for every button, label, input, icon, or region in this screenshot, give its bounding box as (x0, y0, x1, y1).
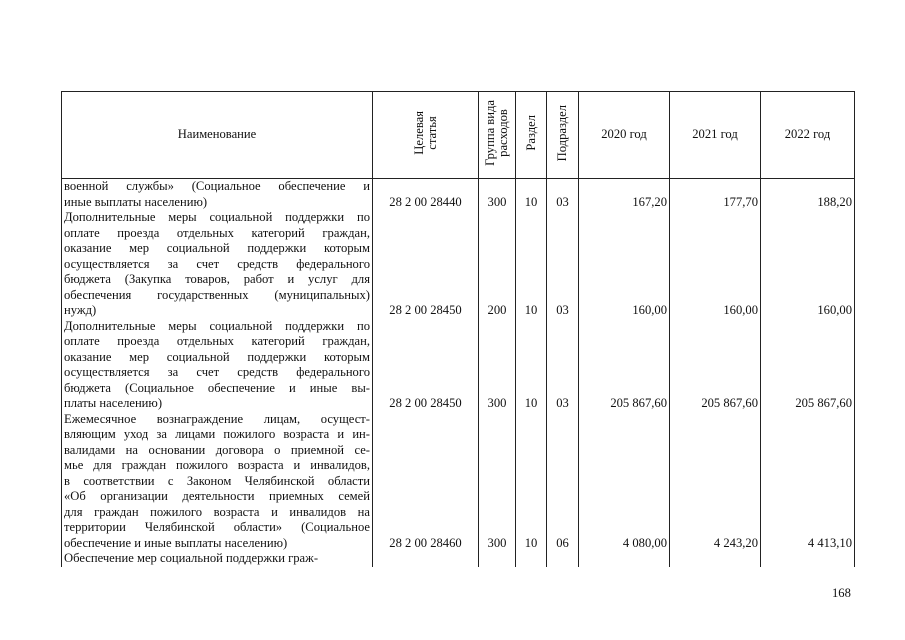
subsection-cell: 03 (547, 179, 579, 211)
header-expense-group: Группа вида расходов (479, 92, 516, 179)
expense-group-cell: 200 (479, 210, 516, 319)
description-line: военной службы» (Социальное обеспечение и (64, 179, 370, 193)
value-2022-cell (761, 551, 855, 567)
value-2020-cell: 160,00 (579, 210, 670, 319)
value-2021-cell: 205 867,60 (670, 319, 761, 412)
value-2021-cell: 177,70 (670, 179, 761, 211)
target-article-cell: 28 2 00 28440 (373, 179, 479, 211)
value-2020-cell: 4 080,00 (579, 412, 670, 552)
table-row (62, 210, 855, 319)
header-target-article: Целевая статья (373, 92, 479, 179)
description-line: оказание мер социальной поддержки которым (64, 241, 370, 255)
description-line: в соответствии с Законом Челябинской области (64, 473, 370, 488)
value-2021-cell: 160,00 (670, 210, 761, 319)
description-line: Ежемесячное вознаграждение лицам, осущест- (64, 411, 370, 426)
description-cell (62, 551, 373, 567)
description-cell (62, 412, 373, 552)
expense-group-cell: 300 (479, 319, 516, 412)
subsection-cell: 03 (547, 319, 579, 412)
target-article-cell: 28 2 00 28450 (373, 210, 479, 319)
description-line: валидами на основании договора о приемной се- (64, 442, 370, 457)
section-cell: 10 (516, 179, 547, 211)
header-year-2021: 2021 год (670, 92, 761, 179)
subsection-cell (547, 551, 579, 567)
description-line: иные выплаты населению) (64, 194, 208, 209)
description-line: мье для граждан пожилого возраста и инвалидов, (64, 458, 370, 472)
description-line: нужд) (64, 303, 97, 317)
description-line: оплате проезда отдельных категорий граждан, (64, 225, 370, 240)
expense-group-cell: 300 (479, 412, 516, 552)
description-line: бюджета (Социальное обеспечение и иные вы- (64, 380, 370, 395)
description-line: оказание мер социальной поддержки которым (64, 349, 370, 364)
value-2020-cell (579, 551, 670, 567)
subsection-cell: 06 (547, 412, 579, 552)
section-cell (516, 551, 547, 567)
value-2022-cell: 160,00 (761, 210, 855, 319)
description-line: обеспечения государственных (муниципальных) (64, 287, 370, 302)
expense-group-cell (479, 551, 516, 567)
section-cell: 10 (516, 210, 547, 319)
target-article-cell: 28 2 00 28450 (373, 319, 479, 412)
value-2021-cell: 4 243,20 (670, 412, 761, 552)
description-line: «Об организации деятельности приемных семей (64, 489, 370, 503)
subsection-cell: 03 (547, 210, 579, 319)
value-2020-cell: 167,20 (579, 179, 670, 211)
table-row (62, 319, 855, 412)
description-cell (62, 319, 373, 412)
description-line: Обеспечение мер социальной поддержки граж- (64, 551, 319, 565)
description-cell (62, 210, 373, 319)
target-article-cell: 28 2 00 28460 (373, 412, 479, 552)
description-line: бюджета (Закупка товаров, работ и услуг для (64, 272, 370, 286)
value-2022-cell: 188,20 (761, 179, 855, 211)
page-number: 168 (832, 586, 851, 600)
description-line: Дополнительные меры социальной поддержки по (64, 318, 370, 333)
description-line: осуществляется за счет средств федерального (64, 365, 370, 379)
description-line: обеспечение и иные выплаты населению) (64, 535, 288, 550)
header-subsection: Подраздел (547, 92, 579, 179)
target-article-cell (373, 551, 479, 567)
value-2020-cell: 205 867,60 (579, 319, 670, 412)
header-year-2022: 2022 год (761, 92, 855, 179)
value-2021-cell (670, 551, 761, 567)
header-name: Наименование (62, 92, 373, 179)
table-row (62, 179, 855, 211)
description-line: для граждан пожилого возраста и инвалидов на (64, 504, 370, 519)
header-section: Раздел (516, 92, 547, 179)
expense-group-cell: 300 (479, 179, 516, 211)
description-line: платы населению) (64, 396, 163, 410)
budget-table (61, 91, 855, 567)
value-2022-cell: 205 867,60 (761, 319, 855, 412)
section-cell: 10 (516, 412, 547, 552)
table-row (62, 551, 855, 567)
description-line: осуществляется за счет средств федерального (64, 256, 370, 271)
header-row (62, 92, 855, 179)
description-cell (62, 179, 373, 211)
table-row (62, 412, 855, 552)
section-cell: 10 (516, 319, 547, 412)
table-body (62, 179, 855, 567)
description-line: территории Челябинской области» (Социальное (64, 520, 370, 534)
description-line: вляющим уход за лицами пожилого возраста и ин- (64, 427, 370, 441)
description-line: Дополнительные меры социальной поддержки по (64, 210, 370, 224)
value-2022-cell: 4 413,10 (761, 412, 855, 552)
header-year-2020: 2020 год (579, 92, 670, 179)
description-line: оплате проезда отдельных категорий граждан, (64, 334, 370, 348)
